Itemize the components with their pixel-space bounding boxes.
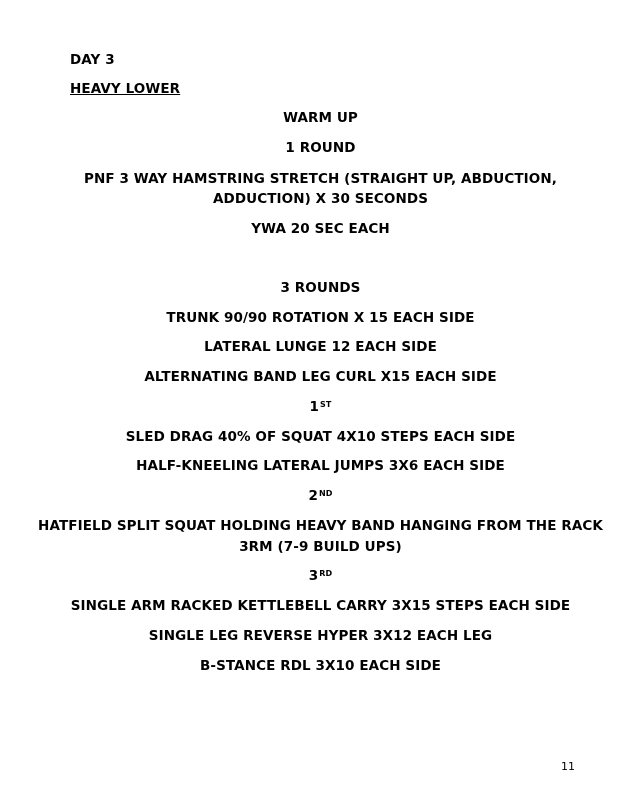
block-1-number: 1 (309, 399, 320, 415)
block-3-item: B-STANCE RDL 3X10 EACH SIDE (200, 658, 441, 674)
block-3-number: 3 (308, 568, 319, 584)
block-1-heading (0, 397, 641, 417)
prep-rounds: 3 ROUNDS (280, 280, 361, 296)
block-2-suffix: ND (318, 489, 333, 498)
prep-item: ALTERNATING BAND LEG CURL X15 EACH SIDE (144, 369, 497, 385)
block-1-item: SLED DRAG 40% OF SQUAT 4X10 STEPS EACH SIDE (125, 429, 516, 445)
session-heading: HEAVY LOWER (70, 81, 181, 97)
page-number: 11 (561, 760, 575, 773)
block-1-item: HALF-KNEELING LATERAL JUMPS 3X6 EACH SIDE (136, 458, 505, 474)
warmup-item-1-line-2: ADDUCTION) X 30 SECONDS (212, 191, 429, 207)
warmup-rounds: 1 ROUND (285, 140, 356, 156)
block-3-item: SINGLE LEG REVERSE HYPER 3X12 EACH LEG (148, 628, 493, 644)
block-3-suffix: RD (319, 569, 333, 578)
prep-item: TRUNK 90/90 ROTATION X 15 EACH SIDE (166, 310, 475, 326)
prep-item: LATERAL LUNGE 12 EACH SIDE (204, 339, 437, 355)
block-2-item-line-2: 3RM (7-9 BUILD UPS) (239, 539, 402, 555)
warmup-item-1-line-1: PNF 3 WAY HAMSTRING STRETCH (STRAIGHT UP, ABDUCTION, (83, 171, 557, 187)
warmup-item-2: YWA 20 SEC EACH (251, 221, 390, 237)
block-2-number: 2 (308, 488, 318, 504)
warmup-title: WARM UP (283, 110, 358, 126)
day-heading: DAY 3 (70, 52, 115, 68)
block-3-item: SINGLE ARM RACKED KETTLEBELL CARRY 3X15 STEPS EACH SIDE (70, 598, 571, 614)
block-3-heading (0, 566, 641, 586)
block-2-heading (0, 486, 641, 506)
block-2-item-line-1: HATFIELD SPLIT SQUAT HOLDING HEAVY BAND HANGING FROM THE RACK (38, 518, 603, 534)
block-1-suffix: ST (320, 400, 332, 409)
